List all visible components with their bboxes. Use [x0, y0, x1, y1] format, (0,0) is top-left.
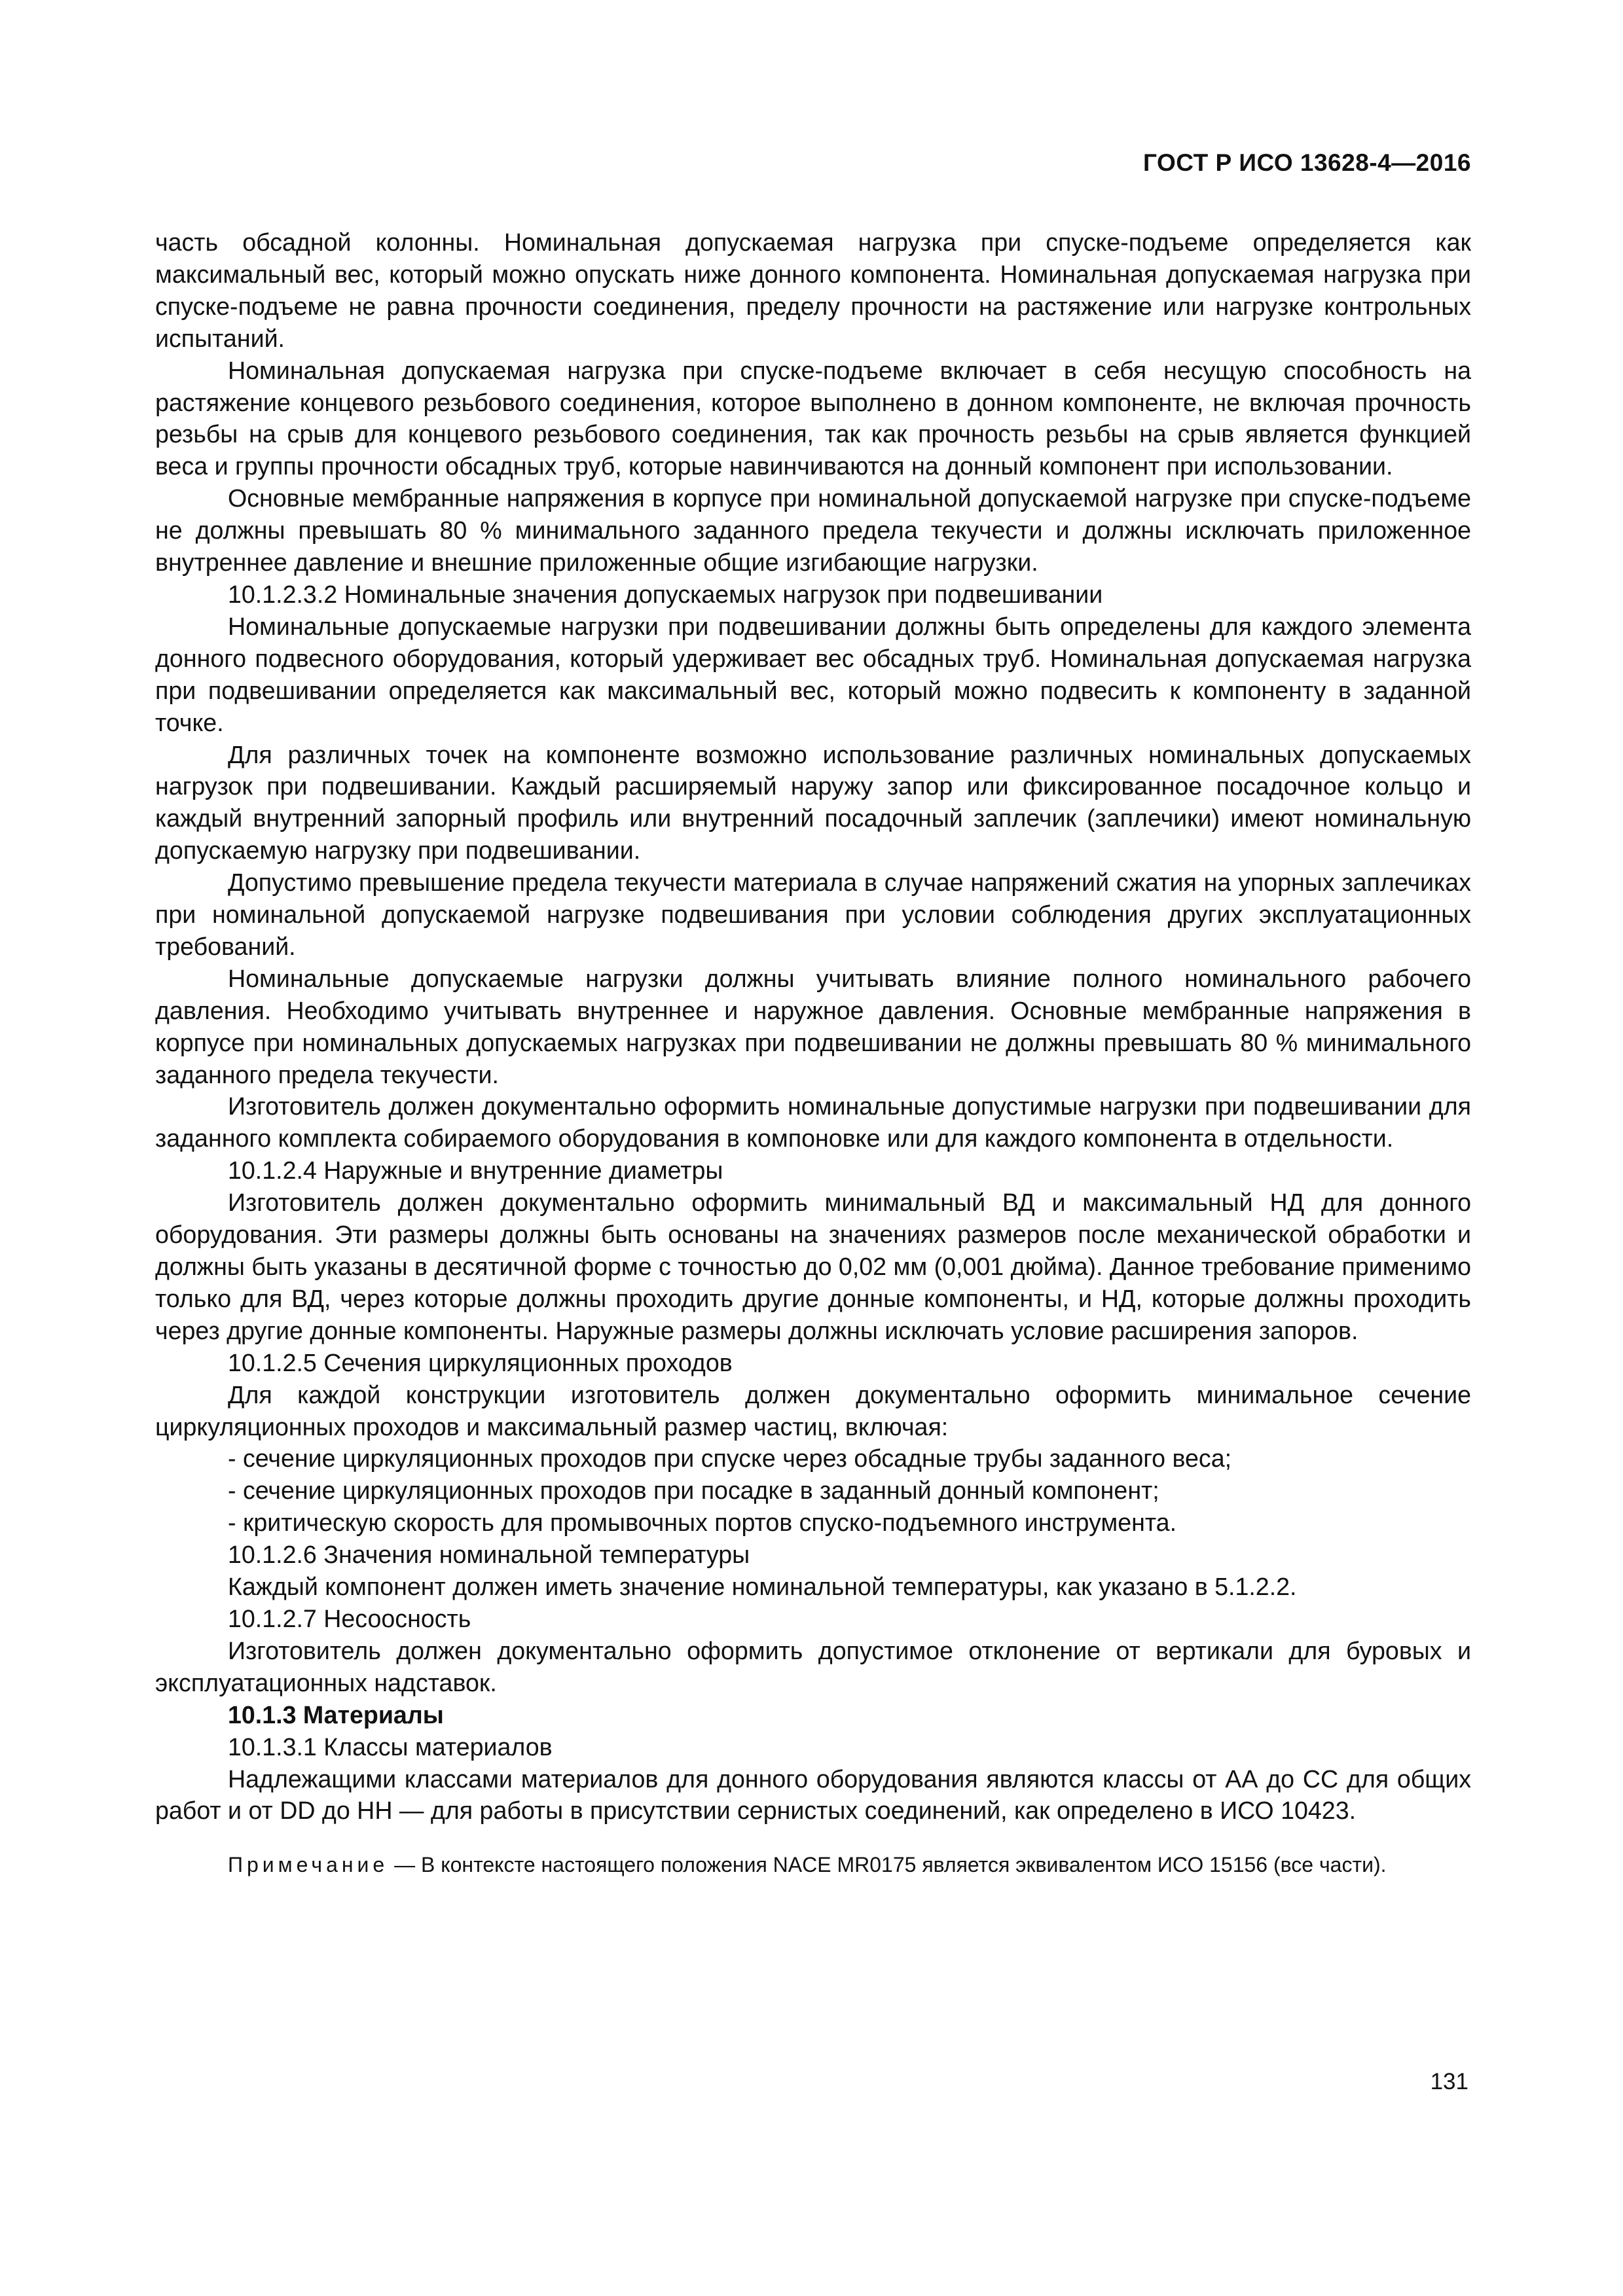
paragraph: Каждый компонент должен иметь значение номинальной температуры, как указано в 5.1.2.2. [228, 1573, 1297, 1601]
paragraph: Номинальная допускаемая нагрузка при спуске-подъеме включает в себя несущую способность на растяжение концевого резьбового соединения, которое выполнено в донном компоненте, не включая прочность резьбы на срыв для концевого резьбового соединения, так как прочность резьбы на срыв является функцией веса и группы прочности обсадных труб, которые навинчиваются на донный компонент при использовании. [155, 356, 1471, 480]
subsection-heading: 10.1.3.1 Классы материалов [228, 1732, 553, 1761]
note-label: Примечание [228, 1853, 389, 1877]
paragraph: Изготовитель должен документально оформить минимальный ВД и максимальный НД для донного оборудования. Эти размеры должны быть основаны на значениях размеров после механической обработки и должны быть указаны в десятичной форме с точностью до 0,02 мм (0,001 дюйма). Данное требование применимо только для ВД, через которые должны проходить другие донные компоненты, и НД, которые должны проходить через другие донные компоненты. Наружные размеры должны исключать условие расширения запоров. [155, 1189, 1471, 1344]
note-text: — В контексте настоящего положения NACE MR0175 является эквивалентом ИСО 15156 (все части). [388, 1853, 1387, 1877]
list-item: - сечение циркуляционных проходов при спуске через обсадные трубы заданного веса; [228, 1444, 1232, 1473]
paragraph: Основные мембранные напряжения в корпусе при номинальной допускаемой нагрузке при спуске-подъеме не должны превышать 80 % минимального заданного предела текучести и должны исключать приложенное внутреннее давление и внешние приложенные общие изгибающие нагрузки. [155, 484, 1471, 577]
paragraph: Изготовитель должен документально оформить допустимое отклонение от вертикали для буровых и эксплуатационных надставок. [155, 1636, 1471, 1696]
document-body [155, 226, 1471, 1879]
paragraph: Номинальные допускаемые нагрузки при подвешивании должны быть определены для каждого элемента донного подвесного оборудования, который удерживает вес обсадных труб. Номинальная допускаемая нагрузка при подвешивании определяется как максимальный вес, который можно подвесить к компоненту в заданной точке. [155, 612, 1471, 736]
paragraph: Изготовитель должен документально оформить номинальные допустимые нагрузки при подвешивании для заданного комплекта собираемого оборудования в компоновке или для каждого компонента в отдельности. [155, 1092, 1471, 1153]
subsection-heading: 10.1.2.7 Несоосность [228, 1604, 471, 1632]
note [155, 1850, 1471, 1879]
paragraph: Номинальные допускаемые нагрузки должны учитывать влияние полного номинального рабочего давления. Необходимо учитывать внутреннее и наружное давления. Основные мембранные напряжения в корпусе при номинальных допускаемых нагрузках при подвешивании не должны превышать 80 % минимального заданного предела текучести. [155, 964, 1471, 1088]
list-item: - критическую скорость для промывочных портов спуско-подъемного инструмента. [228, 1509, 1177, 1537]
subsection-heading: 10.1.2.3.2 Номинальные значения допускаемых нагрузок при подвешивании [228, 580, 1103, 608]
subsection-heading: 10.1.2.4 Наружные и внутренние диаметры [228, 1157, 723, 1185]
subsection-heading: 10.1.2.5 Сечения циркуляционных проходов [228, 1348, 733, 1376]
page-number: 131 [1430, 2069, 1468, 2094]
paragraph-continuation: часть обсадной колонны. Номинальная допускаемая нагрузка при спуске-подъеме определяется как максимальный вес, который можно опускать ниже донного компонента. Номинальная допускаемая нагрузка при спуске-подъеме не равна прочности соединения, пределу прочности на растяжение или нагрузке контрольных испытаний. [155, 228, 1471, 352]
subsection-heading: 10.1.2.6 Значения номинальной температуры [228, 1541, 750, 1569]
document-id-header: ГОСТ Р ИСО 13628-4—2016 [1143, 149, 1471, 176]
paragraph: Для различных точек на компоненте возможно использование различных номинальных допускаемых нагрузок при подвешивании. Каждый расширяемый наружу запор или фиксированное посадочное кольцо и каждый внутренний запорный профиль или внутренний посадочный заплечик (заплечики) имеют номинальную допускаемую нагрузку при подвешивании. [155, 740, 1471, 865]
paragraph: Допустимо превышение предела текучести материала в случае напряжений сжатия на упорных заплечиках при номинальной допускаемой нагрузке подвешивания при условии соблюдения других эксплуатационных требований. [155, 869, 1471, 960]
section-heading: 10.1.3 Материалы [228, 1700, 444, 1729]
paragraph: Надлежащими классами материалов для донного оборудования являются классы от АА до СС для общих работ и от DD до НН — для работы в присутствии сернистых соединений, как определено в ИСО 10423. [155, 1765, 1471, 1825]
list-item: - сечение циркуляционных проходов при посадке в заданный донный компонент; [228, 1477, 1159, 1505]
paragraph: Для каждой конструкции изготовитель должен документально оформить минимальное сечение циркуляционных проходов и максимальный размер частиц, включая: [155, 1380, 1471, 1441]
